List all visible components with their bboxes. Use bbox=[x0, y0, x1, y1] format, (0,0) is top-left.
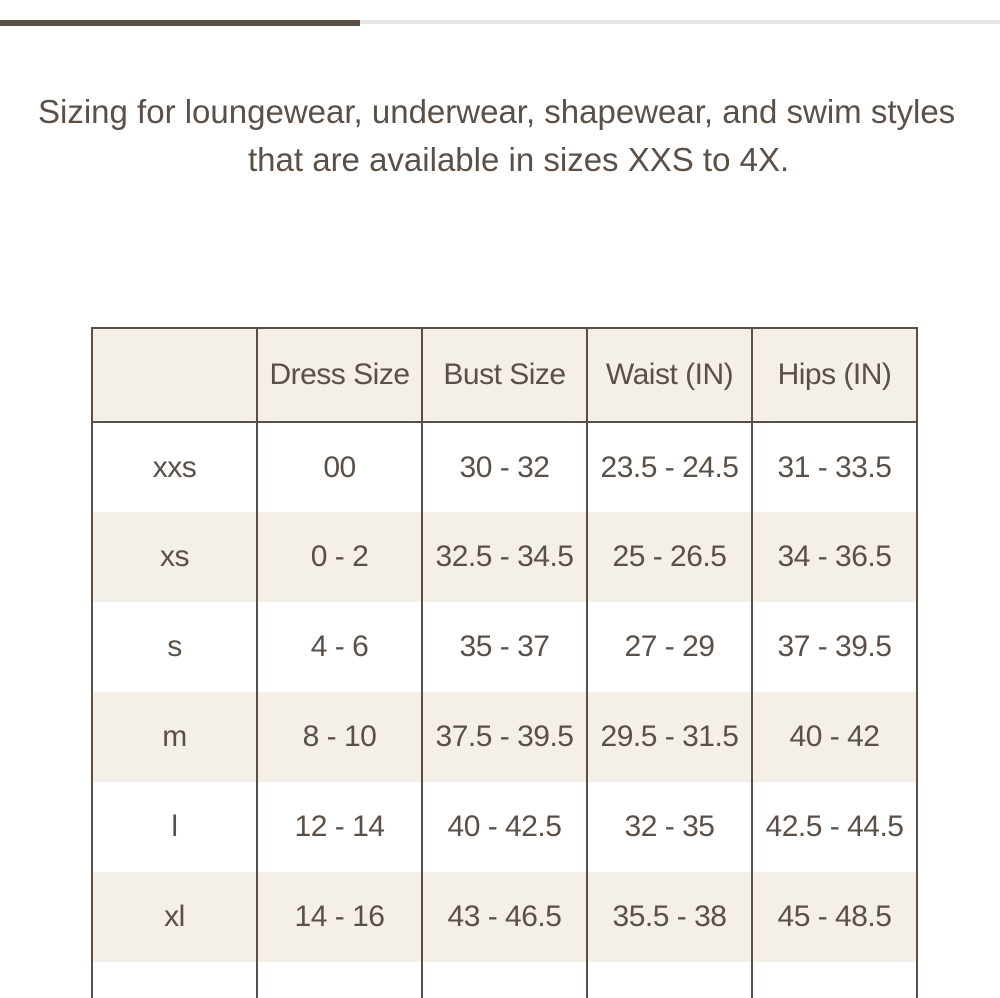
header-dress-size: Dress Size bbox=[257, 328, 422, 422]
hips-cell: 37 - 39.5 bbox=[752, 602, 917, 692]
header-hips: Hips (IN) bbox=[752, 328, 917, 422]
description-line-2: that are available in sizes XXS to 4X. bbox=[248, 141, 790, 178]
size-cell: l bbox=[92, 782, 257, 872]
dress-size-cell bbox=[257, 962, 422, 998]
size-cell bbox=[92, 962, 257, 998]
waist-cell: 29.5 - 31.5 bbox=[587, 692, 752, 782]
bust-size-cell: 32.5 - 34.5 bbox=[422, 512, 587, 602]
hips-cell: 34 - 36.5 bbox=[752, 512, 917, 602]
waist-cell: 32 - 35 bbox=[587, 782, 752, 872]
waist-cell: 23.5 - 24.5 bbox=[587, 422, 752, 512]
table-row bbox=[92, 782, 917, 872]
waist-cell: 25 - 26.5 bbox=[587, 512, 752, 602]
hips-cell: 31 - 33.5 bbox=[752, 422, 917, 512]
waist-cell: 27 - 29 bbox=[587, 602, 752, 692]
bust-size-cell: 43 - 46.5 bbox=[422, 872, 587, 962]
table-row bbox=[92, 422, 917, 512]
size-cell: xxs bbox=[92, 422, 257, 512]
size-cell: xl bbox=[92, 872, 257, 962]
header-waist: Waist (IN) bbox=[587, 328, 752, 422]
dress-size-cell: 00 bbox=[257, 422, 422, 512]
size-cell: xs bbox=[92, 512, 257, 602]
description-line-1: Sizing for loungewear, underwear, shapewear, and swim styles bbox=[38, 93, 956, 130]
dress-size-cell: 0 - 2 bbox=[257, 512, 422, 602]
bust-size-cell: 37.5 - 39.5 bbox=[422, 692, 587, 782]
header-bust-size: Bust Size bbox=[422, 328, 587, 422]
hips-cell: 40 - 42 bbox=[752, 692, 917, 782]
dress-size-cell: 8 - 10 bbox=[257, 692, 422, 782]
dress-size-cell: 14 - 16 bbox=[257, 872, 422, 962]
dress-size-cell: 4 - 6 bbox=[257, 602, 422, 692]
bust-size-cell: 40 - 42.5 bbox=[422, 782, 587, 872]
header-size-label bbox=[92, 328, 257, 422]
size-guide-description bbox=[0, 88, 1000, 188]
table-header-row bbox=[92, 328, 917, 422]
table-row bbox=[92, 872, 917, 962]
table-row bbox=[92, 512, 917, 602]
size-cell: m bbox=[92, 692, 257, 782]
bust-size-cell: 30 - 32 bbox=[422, 422, 587, 512]
dress-size-cell: 12 - 14 bbox=[257, 782, 422, 872]
waist-cell bbox=[587, 962, 752, 998]
table-row bbox=[92, 962, 917, 998]
bust-size-cell: 35 - 37 bbox=[422, 602, 587, 692]
waist-cell: 35.5 - 38 bbox=[587, 872, 752, 962]
active-tab-indicator bbox=[0, 20, 360, 26]
hips-cell bbox=[752, 962, 917, 998]
table-row bbox=[92, 692, 917, 782]
hips-cell: 42.5 - 44.5 bbox=[752, 782, 917, 872]
size-chart-table bbox=[91, 327, 918, 998]
table-row bbox=[92, 602, 917, 692]
size-cell: s bbox=[92, 602, 257, 692]
bust-size-cell bbox=[422, 962, 587, 998]
hips-cell: 45 - 48.5 bbox=[752, 872, 917, 962]
